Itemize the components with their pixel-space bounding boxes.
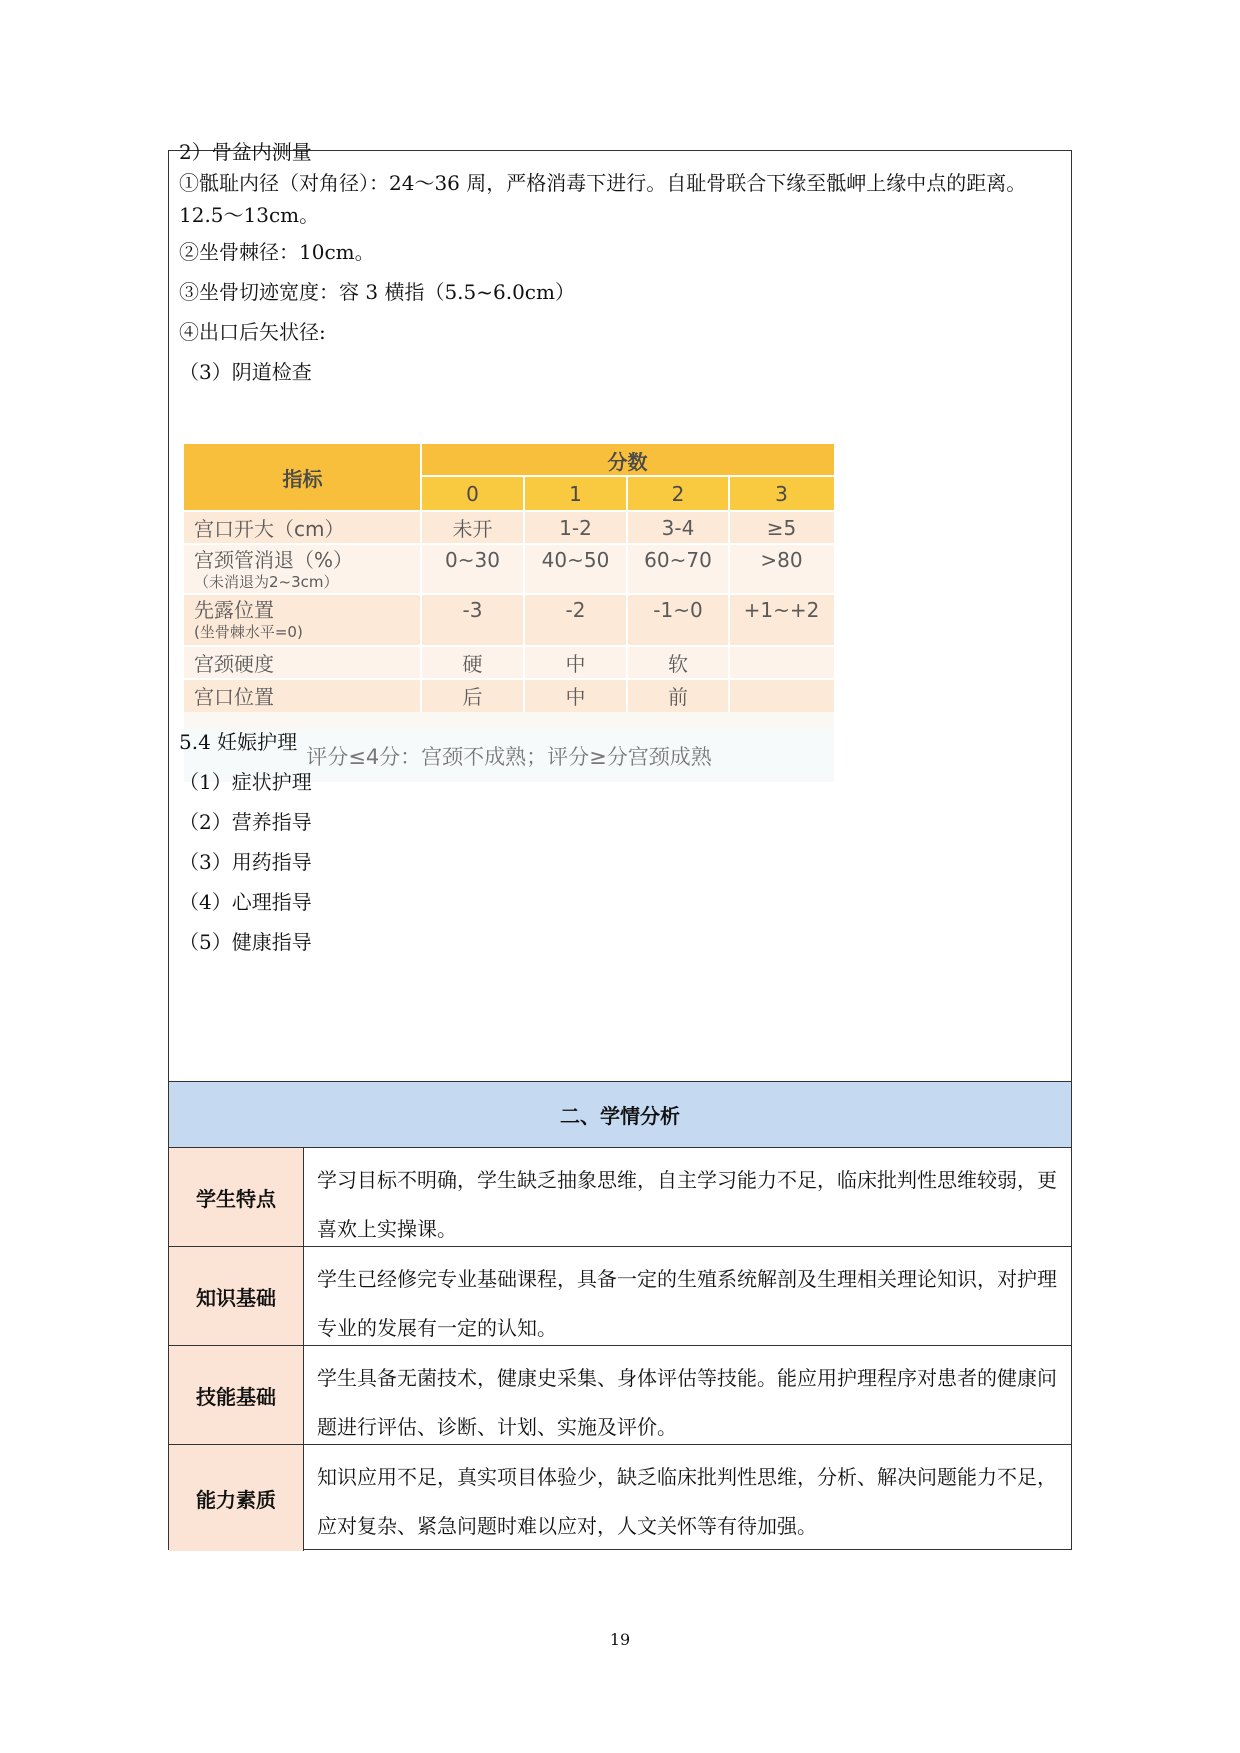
score-cell: 0~30 [421, 544, 524, 594]
row-label-main: 先露位置 [194, 598, 274, 622]
text-line: （3）用药指导 [179, 850, 312, 874]
grid-line [184, 510, 834, 512]
score-col: 2 [627, 476, 729, 511]
analysis-row [169, 1346, 1071, 1445]
analysis-row-label: 知识基础 [169, 1247, 304, 1345]
row-label: 宫口开大（cm） [184, 511, 421, 544]
grid-line [184, 593, 834, 595]
row-label: 宫口位置 [184, 679, 421, 712]
content-cell [169, 140, 1071, 1082]
document-table [168, 140, 1072, 1550]
score-cell: 中 [524, 679, 627, 712]
analysis-row-text: 学习目标不明确，学生缺乏抽象思维，自主学习能力不足，临床批判性思维较弱，更喜欢上实操课。 [317, 1168, 1057, 1241]
row-label: 宫颈硬度 [184, 646, 421, 679]
section-heading: 5.4 妊娠护理 [179, 730, 298, 754]
row-label-sub: （未消退为2~3cm） [194, 573, 339, 591]
text-line: （1）症状护理 [179, 770, 312, 794]
analysis-row [169, 1445, 1071, 1551]
grid-line [184, 543, 834, 545]
text-line: （2）营养指导 [179, 810, 312, 834]
score-cell [729, 679, 834, 712]
text-paragraph: ①骶耻内径（对角径）：24～36 周，严格消毒下进行。自耻骨联合下缘至骶岬上缘中点的距离。12.5～13cm。 [179, 171, 1027, 227]
analysis-row-text: 学生已经修完专业基础课程，具备一定的生殖系统解剖及生理相关理论知识，对护理专业的发展有一定的认知。 [317, 1267, 1057, 1340]
text-line: 2）骨盆内测量 [179, 140, 312, 164]
score-cell: -1~0 [627, 594, 729, 646]
score-cell: 硬 [421, 646, 524, 679]
page-number: 19 [609, 1630, 631, 1649]
score-cell: 后 [421, 679, 524, 712]
text-line: （3）阴道检查 [179, 360, 312, 384]
score-cell: 60~70 [627, 544, 729, 594]
header-score: 分数 [421, 444, 834, 476]
score-cell: 3-4 [627, 511, 729, 544]
text-line: （5）健康指导 [179, 930, 312, 954]
text-line: ③坐骨切迹宽度：容 3 横指（5.5~6.0cm） [179, 280, 575, 304]
score-cell: ≥5 [729, 511, 834, 544]
score-cell: >80 [729, 544, 834, 594]
score-col: 1 [524, 476, 627, 511]
analysis-row [169, 1247, 1071, 1346]
grid-line [420, 444, 422, 712]
score-cell: 前 [627, 679, 729, 712]
analysis-row-text: 知识应用不足，真实项目体验少，缺乏临床批判性思维，分析、解决问题能力不足，应对复杂、紧急问题时难以应对，人文关怀等有待加强。 [317, 1465, 1057, 1538]
text-line: ④出口后矢状径: [179, 320, 326, 344]
score-cell: 未开 [421, 511, 524, 544]
grid-line [184, 678, 834, 680]
analysis-row [169, 1148, 1071, 1247]
score-cell: 1-2 [524, 511, 627, 544]
analysis-row-text: 学生具备无菌技术，健康史采集、身体评估等技能。能应用护理程序对患者的健康问题进行评估、诊断、计划、实施及评价。 [317, 1366, 1057, 1439]
row-label-main: 宫颈管消退（%） [194, 548, 354, 572]
score-cell: 中 [524, 646, 627, 679]
text-line: （4）心理指导 [179, 890, 312, 914]
score-cell: -3 [421, 594, 524, 646]
analysis-row-label: 技能基础 [169, 1346, 304, 1444]
score-cell: -2 [524, 594, 627, 646]
row-label-sub: (坐骨棘水平=0) [194, 623, 303, 641]
row-label [184, 594, 421, 646]
text-line: ②坐骨棘径：10cm。 [179, 240, 375, 264]
analysis-row-label: 学生特点 [169, 1148, 304, 1246]
score-cell [729, 646, 834, 679]
analysis-row-label: 能力素质 [169, 1445, 304, 1551]
score-cell: 40~50 [524, 544, 627, 594]
grid-line [421, 475, 834, 477]
row-label [184, 544, 421, 594]
score-col: 0 [421, 476, 524, 511]
score-cell: +1~+2 [729, 594, 834, 646]
header-index: 指标 [184, 444, 421, 511]
score-cell: 软 [627, 646, 729, 679]
bishop-footer-note: 评分≤4分：宫颈不成熟；评分≥分宫颈成熟 [184, 729, 834, 782]
grid-line [184, 645, 834, 647]
analysis-title: 二、学情分析 [169, 1082, 1071, 1148]
score-col: 3 [729, 476, 834, 511]
